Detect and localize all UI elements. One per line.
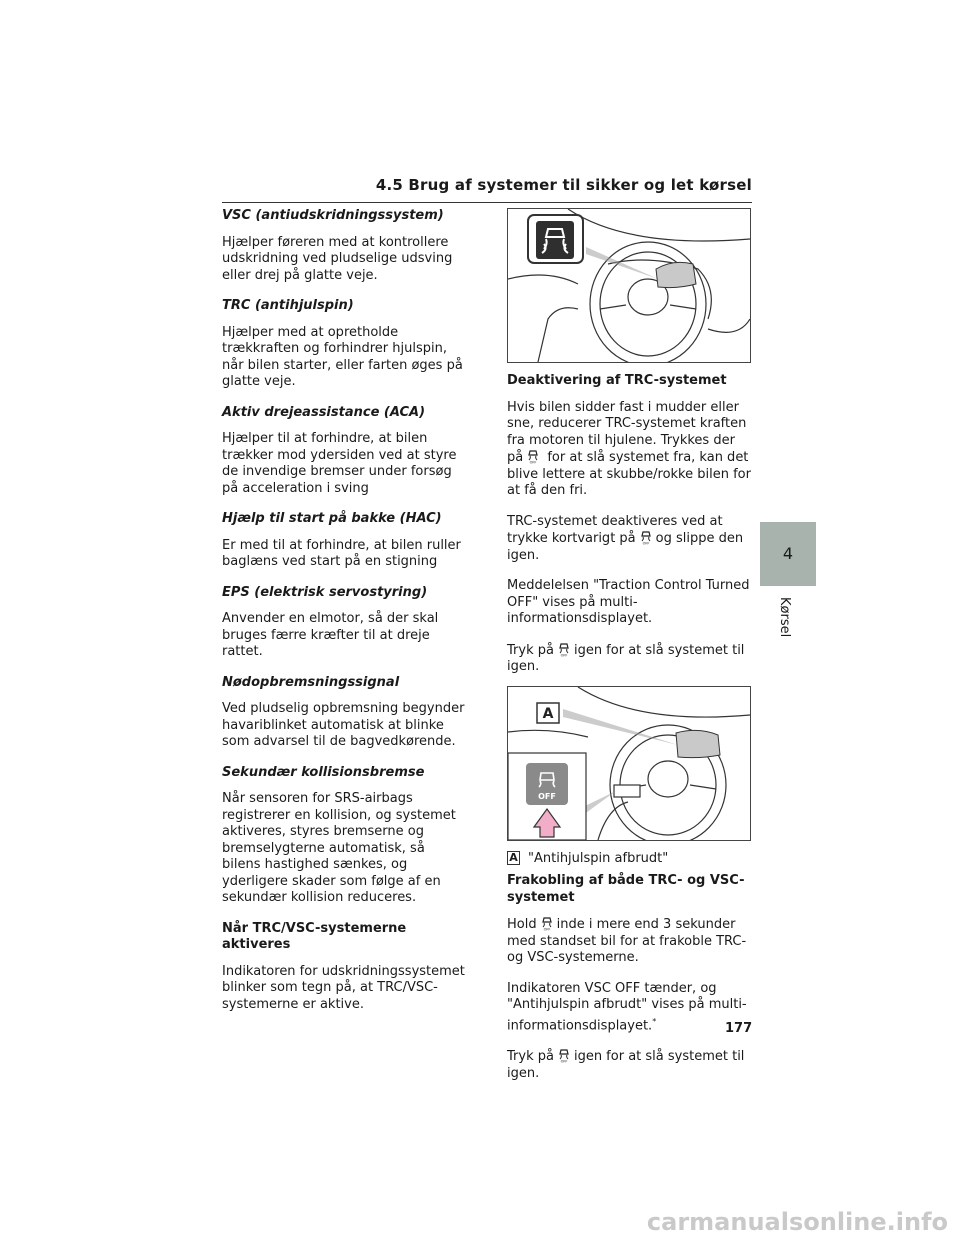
section-vsc (222, 208, 467, 284)
svg-text:OFF: OFF (560, 1059, 568, 1064)
footnote-marker: * (652, 1016, 657, 1026)
both-systems-p2 (507, 981, 752, 1035)
section-heading: Hjælp til start på bakke (HAC) (222, 511, 442, 526)
section-eps (222, 585, 467, 661)
section-body: Ved pludselig opbremsning begynder havariblinket automatisk at blinke som advarsel til de bagvedkørende. (222, 701, 465, 749)
chapter-number: 4 (782, 544, 794, 563)
text-fragment: TRC-systemet deaktiveres ved at trykke kortvarigt på (507, 513, 723, 546)
text-fragment: Indikatoren VSC OFF tænder, og "Antihjulspin afbrudt" vises på multi-informationsdisplayet. (507, 980, 747, 1033)
both-systems-p1 (507, 916, 752, 967)
section-heading: Sekundær kollisionsbremse (222, 764, 425, 780)
section-aca (222, 405, 467, 498)
callout-a-caption (507, 851, 752, 868)
deactivate-trc-p1 (507, 400, 752, 500)
dashboard-figure-off-button (507, 686, 751, 841)
section-heading: VSC (antiudskridningssystem) (222, 208, 444, 223)
text-fragment: og slippe den igen. (507, 531, 744, 563)
svg-text:OFF: OFF (543, 927, 550, 931)
section-heading: Aktiv drejeassistance (ACA) (222, 404, 426, 420)
deactivate-trc-heading: Deaktivering af TRC-systemet (507, 373, 727, 388)
trc-off-button-icon (540, 916, 554, 931)
deactivate-trc-p3: Meddelelsen "Traction Control Turned OFF" vises på multi-informationsdisplayet. (507, 578, 750, 626)
deactivate-trc-p2 (507, 514, 752, 565)
trc-off-button-icon (526, 449, 540, 464)
callout-a-text: "Antihjulspin afbrudt" (528, 850, 669, 866)
text-fragment: for at slå systemet fra, kan det blive lettere at skubbe/rokke bilen for at få den fri. (507, 450, 751, 498)
chapter-label: Kørsel (777, 597, 792, 638)
trc-vsc-active-heading: Når TRC/VSC-systemerne aktiveres (222, 920, 407, 952)
section-trc (222, 298, 467, 391)
text-fragment: Hvis bilen sidder fast i mudder eller sne, reducerer TRC-systemet kraften fra motoren til hjulene. Trykkes der på (507, 399, 747, 465)
header-title: 4.5 Brug af systemer til sikker og let kørsel (375, 176, 752, 194)
skid-indicator-icon (536, 221, 574, 259)
section-body: Hjælper til at forhindre, at bilen trækker mod ydersiden ved at styre de invendige bremser under forsøg på acceleration i sving (222, 431, 457, 496)
text-fragment: Hold (507, 917, 537, 932)
chapter-label-container (776, 597, 796, 657)
trc-vsc-active-body: Indikatoren for udskridningssystemet blinker som tegn på, at TRC/VSC-systemerne er aktive. (222, 963, 465, 1012)
trc-off-button-icon (557, 642, 571, 657)
callout-a-letter: A (542, 705, 554, 722)
trc-off-button-icon (639, 530, 653, 545)
section-body: Er med til at forhindre, at bilen ruller baglæns ved start på en stigning (222, 537, 461, 569)
dashboard-figure-indicator (507, 208, 751, 363)
section-secondary-collision-brake (222, 765, 467, 907)
trc-off-button-icon (557, 1048, 571, 1063)
section-body: Når sensoren for SRS-airbags registrerer en kollision, og systemet aktiveres, styres bremserne og bremselygterne automatisk, så bilens hastighed sænkes, og yderligere skader som følge af en sekundær kollision reduceres. (222, 791, 456, 905)
text-fragment: Tryk på (507, 642, 554, 658)
both-systems-heading: Frakobling af både TRC- og VSC-systemet (507, 873, 745, 905)
deactivate-trc-p4 (507, 642, 752, 676)
chapter-tab (760, 522, 816, 586)
text-fragment: Tryk på (507, 1049, 554, 1065)
section-body: Hjælper føreren med at kontrollere udskridning ved pludselige udsving eller drej på glatte veje. (222, 234, 453, 283)
svg-text:OFF: OFF (560, 653, 568, 657)
page-number: 177 (725, 1021, 753, 1036)
dashboard-illustration (508, 209, 750, 362)
svg-text:OFF: OFF (642, 541, 650, 545)
right-column (507, 208, 752, 1096)
page-header (222, 172, 752, 203)
dashboard-illustration (508, 687, 750, 840)
section-heading: Nødopbremsningssignal (222, 674, 400, 690)
section-heading: TRC (antihjulspin) (222, 298, 354, 313)
text-fragment: igen for at slå systemet til igen. (507, 1049, 745, 1081)
svg-text:OFF: OFF (529, 460, 537, 464)
callout-a-label: A (507, 851, 520, 865)
section-body: Anvender en elmotor, så der skal bruges færre kræfter til at dreje rattet. (222, 611, 439, 659)
off-label: OFF (538, 791, 556, 801)
left-column (222, 208, 467, 1027)
text-fragment: inde i mere end 3 sekunder med standset bil for at frakoble TRC- og VSC-systemerne. (507, 917, 747, 965)
watermark-text: carmanualsonline.info (646, 1208, 948, 1236)
section-heading: EPS (elektrisk servostyring) (222, 584, 428, 600)
section-emergency-signal (222, 675, 467, 751)
section-hac (222, 511, 467, 571)
both-systems-p3 (507, 1048, 752, 1082)
section-body: Hjælper med at opretholde trækkraften og forhindrer hjulspin, når bilen starter, eller farten øges på glatte veje. (222, 324, 463, 389)
text-fragment: igen for at slå systemet til igen. (507, 642, 745, 674)
